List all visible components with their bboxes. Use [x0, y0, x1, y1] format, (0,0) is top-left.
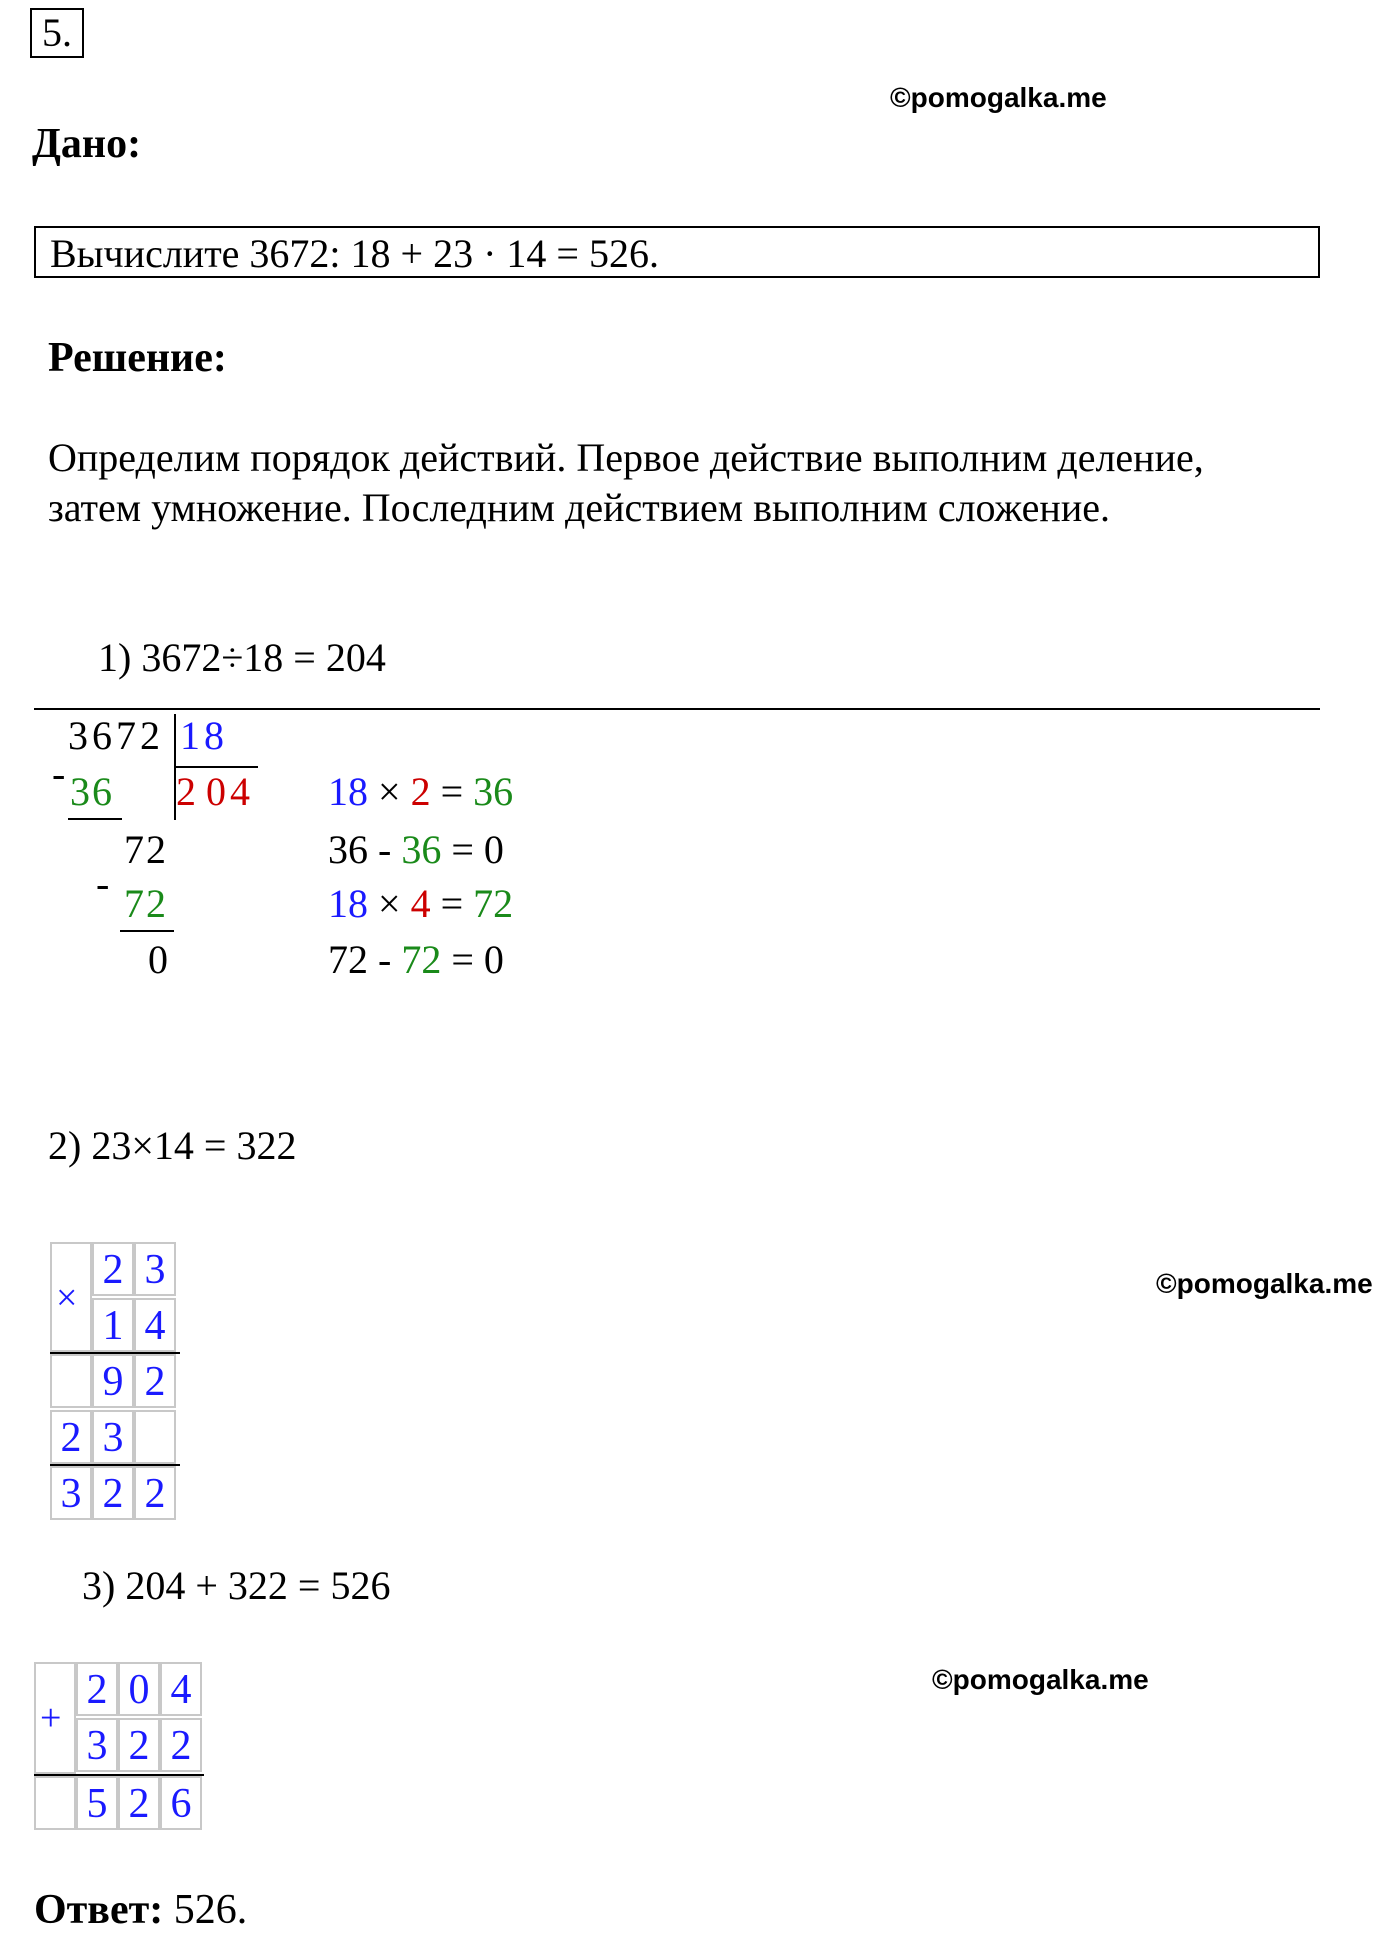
check-equals: = [451, 937, 474, 982]
grid-cell: 9 [92, 1354, 134, 1408]
grid-cell: 2 [134, 1354, 176, 1408]
multiply-sign: × [56, 1277, 78, 1319]
check-operator: × [378, 769, 401, 814]
subtraction-line-1 [68, 818, 122, 820]
check-operator: - [378, 827, 392, 872]
answer-label: Ответ: [34, 1887, 164, 1933]
grid-cell [50, 1354, 92, 1408]
answer [34, 1886, 247, 1934]
check-result: 0 [483, 827, 504, 872]
check-operand: 18 [328, 881, 368, 926]
check-operand: 36 [401, 827, 442, 872]
grid-cell [34, 1776, 76, 1830]
remainder-2: 0 [148, 937, 168, 982]
minus-sign: - [96, 861, 110, 906]
solution-heading: Решение: [48, 335, 227, 381]
grid-cell: 4 [134, 1298, 176, 1352]
watermark: ©pomogalka.me [932, 1664, 1149, 1695]
quotient-digit: 0 [206, 769, 226, 814]
problem-number: 5. [30, 8, 84, 58]
grid-cell: 5 [76, 1776, 118, 1830]
check-operand: 18 [328, 769, 368, 814]
grid-cell: 2 [134, 1466, 176, 1520]
grid-cell: 3 [134, 1242, 176, 1296]
grid-cell: 0 [118, 1662, 160, 1716]
check-equation-3 [328, 880, 513, 927]
dividend: 3672 [68, 713, 164, 758]
check-operator: × [378, 881, 401, 926]
grid-cell: 2 [118, 1776, 160, 1830]
given-heading: Дано: [32, 121, 142, 167]
grid-cell: 3 [76, 1718, 118, 1772]
check-equation-2 [328, 826, 504, 873]
subtrahend-2: 72 [124, 881, 168, 926]
watermark: ©pomogalka.me [890, 82, 1107, 113]
quotient-digit: 4 [230, 769, 250, 814]
check-operand: 36 [328, 827, 368, 872]
step1-label: 1) 3672÷18 = 204 [98, 635, 386, 680]
grid-cell: 2 [76, 1662, 118, 1716]
grid-cell: 2 [92, 1242, 134, 1296]
divisor: 18 [180, 713, 228, 758]
answer-value: 526. [173, 1887, 248, 1933]
watermark: ©pomogalka.me [1156, 1268, 1373, 1299]
subtrahend-1: 36 [70, 769, 114, 814]
check-equals: = [451, 827, 474, 872]
step1-separator [34, 708, 1320, 710]
given-text: Вычислите 3672: 18 + 23 · 14 = 526. [50, 231, 659, 276]
grid-cell: 4 [160, 1662, 202, 1716]
check-equals: = [440, 881, 464, 926]
quotient-digit: 2 [176, 769, 196, 814]
check-operand: 72 [328, 937, 368, 982]
grid-cell: 2 [92, 1466, 134, 1520]
check-equation-1 [328, 768, 513, 815]
check-equation-4 [328, 936, 504, 983]
check-result: 0 [483, 937, 504, 982]
check-result: 72 [473, 881, 514, 926]
grid-cell [134, 1410, 176, 1464]
step3-label: 3) 204 + 322 = 526 [82, 1563, 391, 1608]
grid-cell: 2 [118, 1718, 160, 1772]
grid-cell: 2 [160, 1718, 202, 1772]
check-equals: = [440, 769, 464, 814]
grid-cell: 2 [50, 1410, 92, 1464]
check-operand: 2 [410, 769, 431, 814]
remainder-1: 72 [124, 827, 168, 872]
given-box [34, 226, 1320, 278]
grid-cell: 3 [92, 1410, 134, 1464]
check-operator: - [378, 937, 392, 982]
grid-cell: 3 [50, 1466, 92, 1520]
check-operand: 72 [401, 937, 442, 982]
explanation-paragraph: Определим порядок действий. Первое действие выполним деление, затем умножение. Последним действием выполним сложение. [48, 435, 1204, 530]
check-result: 36 [473, 769, 514, 814]
step2-label: 2) 23×14 = 322 [48, 1123, 297, 1168]
minus-sign: - [52, 751, 66, 796]
check-operand: 4 [410, 881, 431, 926]
plus-sign: + [40, 1697, 62, 1739]
grid-cell: 6 [160, 1776, 202, 1830]
subtraction-line-2 [120, 930, 174, 932]
grid-cell: 1 [92, 1298, 134, 1352]
